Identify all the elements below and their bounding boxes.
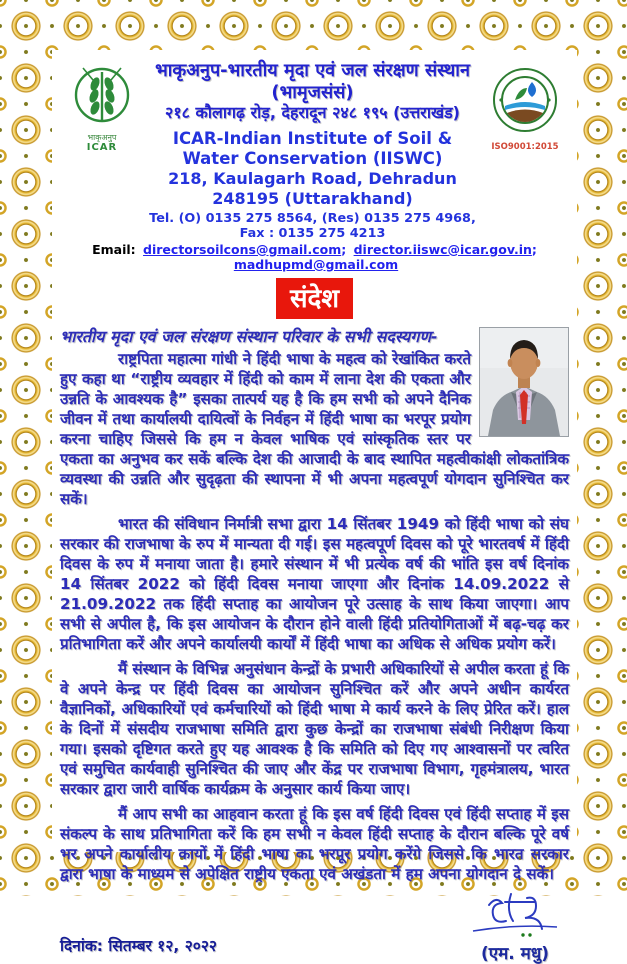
letter-paragraph-4: मैं आप सभी का आहवान करता हूं कि इस वर्ष हिंदी दिवस एवं हिंदी सप्ताह में इस संकल्प के साथ प्रतिभागिता करें कि हम सभी न केवल हिंदी सप्ताह के दौरान बल्कि पूरे वर्ष भर अपने कार्यालीय कायों में हिंदी भाषा का भरपूर प्रयोग करेंगे जिससे कि भारत सरकार द्वारा भाषा के माध्यम से अपेक्षित राष्ट्रीय एकता एवं अखंडता में हम अपना योगदान दे सकें। <box>60 804 569 883</box>
email-link-director-soilcons[interactable]: directorsoilcons@gmail.com <box>143 241 342 257</box>
email-separator: ; <box>531 241 537 257</box>
icar-wheat-icon <box>69 115 135 134</box>
institute-logo <box>481 52 569 152</box>
signatory-name: (एम. मधु) <box>480 943 550 964</box>
letter-body <box>60 327 569 884</box>
salutation: भारतीय मृदा एवं जल संरक्षण संस्थान परिवार के सभी सदस्यगण- <box>60 326 438 346</box>
email-link-madhupmd[interactable]: madhupmd@gmail.com <box>233 256 399 272</box>
org-address-hindi: २१८ कौलागढ़ रोड़, देहरादून २४८ १९५ (उत्तराखंड) <box>165 103 460 123</box>
icar-logo-caption-hindi: भाकृअनुप <box>87 133 117 142</box>
org-name-english: ICAR-Indian Institute of Soil & Water Conservation (IISWC) <box>172 129 453 168</box>
email-line <box>60 242 569 272</box>
org-address-english: 218, Kaulagarh Road, Dehradun 248195 (Uttarakhand) <box>168 168 457 208</box>
director-photo <box>479 327 569 437</box>
letter-paragraph-3: मैं संस्थान के विभिन्न अनुसंधान केन्द्रों के प्रभारी अधिकारियों से अपील करता हूं कि वे अपने केन्द्र पर हिंदी दिवस का आयोजन सुनिश्चित करें और अपने अधीन कार्यरत वैज्ञानिकों, अधिकारियों एवं कर्मचारियों को हिंदी भाषा मे कार्य करने के लिए प्रेरित करें। हाल के दिनों में संसदीय राजभाषा समिति द्वारा कुछ केन्द्रों का राजभाषा संबंधी निरीक्षण किया गया। इसको दृष्टिगत करते हुए यह आवश्क है कि समिति को दिए गए आश्वासनों पर त्वरित एवं समुचित कार्यवाही सुनिश्चित की जाए और केंद्र पर राजभाषा विभाग, गृहमंत्रालय, भारत सरकार द्वारा जारी वार्षिक कार्यक्रम के अनुसार कार्य किया जाए। <box>60 659 569 798</box>
date-line: दिनांक: सितम्बर १२, २०२२ <box>60 936 217 955</box>
iso-certification-label: ISO9001:2015 <box>491 142 559 152</box>
signature-block <box>467 889 569 964</box>
icar-logo-caption: ICAR <box>86 142 118 153</box>
letter-content <box>52 50 577 964</box>
iiswc-emblem-icon <box>491 119 559 138</box>
letterhead-text <box>144 52 481 241</box>
email-label: Email: <box>92 241 136 257</box>
letter-footer <box>60 889 569 964</box>
letter-paragraph-1: राष्ट्रपिता महात्मा गांधी ने हिंदी भाषा के महत्व को रेखांकित करते हुए कहा था “राष्ट्रीय व्यवहार में हिंदी को काम में लाना देश की एकता और उन्नति के आवश्यक है” इसका तात्पर्य यह है कि हम सभी को अपने दैनिक जीवन में तथा कार्यालयी दायित्वों के निर्वहन में हिंदी भाषा का भरपूर प्रयोग करना चाहिए जिससे कि हम न केवल भाषिक एवं सांस्कृतिक स्तर पर एकता का अनुभव कर सकें बल्कि देश की आजादी के बाद स्थापित महत्वीकांक्षी लोकतांत्रिक व्यवस्था की उन्नति और सुदृढ़ता की स्थापना में भी अपना महत्वपूर्ण योगदान सुनिश्चित कर सकें। <box>60 349 569 508</box>
letter-paragraph-2: भारत की संविधान निर्मात्री सभा द्वारा 14 सिंतबर 1949 को हिंदी भाषा को संघ सरकार की राजभाषा के रुप में मान्यता दी गई। इस महत्वपूर्ण दिवस को पूरे भारतवर्ष में हिंदी दिवस के रुप में मनाया जाता है। हमारे संस्थान में भी प्रत्येक वर्ष की भांति इस वर्ष दिनांक 14 सिंतबर 2022 को हिंदी दिवस मनाया जाएगा और दिनांक 14.09.2022 से 21.09.2022 तक हिंदी सप्ताह का आयोजन पूरे उत्साह के साथ किया जाएगा। आप सभी से अपील है, कि इस आयोजन के दौरान होने वाली हिंदी प्रतियोगिताओं में बढ़-चढ़ कर प्रतिभागिता करें और अपने कार्यालयी कार्यों में हिंदी भाषा का अधिक से अधिक प्रयोग करें। <box>60 514 569 653</box>
telephone-line: Tel. (O) 0135 275 8564, (Res) 0135 275 4968, Fax : 0135 275 4213 <box>149 210 476 241</box>
letterhead <box>60 52 569 241</box>
icar-logo <box>60 52 144 153</box>
sandesh-title-banner: संदेश <box>276 278 353 319</box>
title-row <box>60 278 569 319</box>
org-name-hindi: भाकृअनुप-भारतीय मृदा एवं जल संरक्षण संस्थान (भामृजसंसं) <box>155 60 470 103</box>
email-link-director-iiswc[interactable]: director.iiswc@icar.gov.in <box>353 241 532 257</box>
email-separator: ; <box>341 241 347 257</box>
